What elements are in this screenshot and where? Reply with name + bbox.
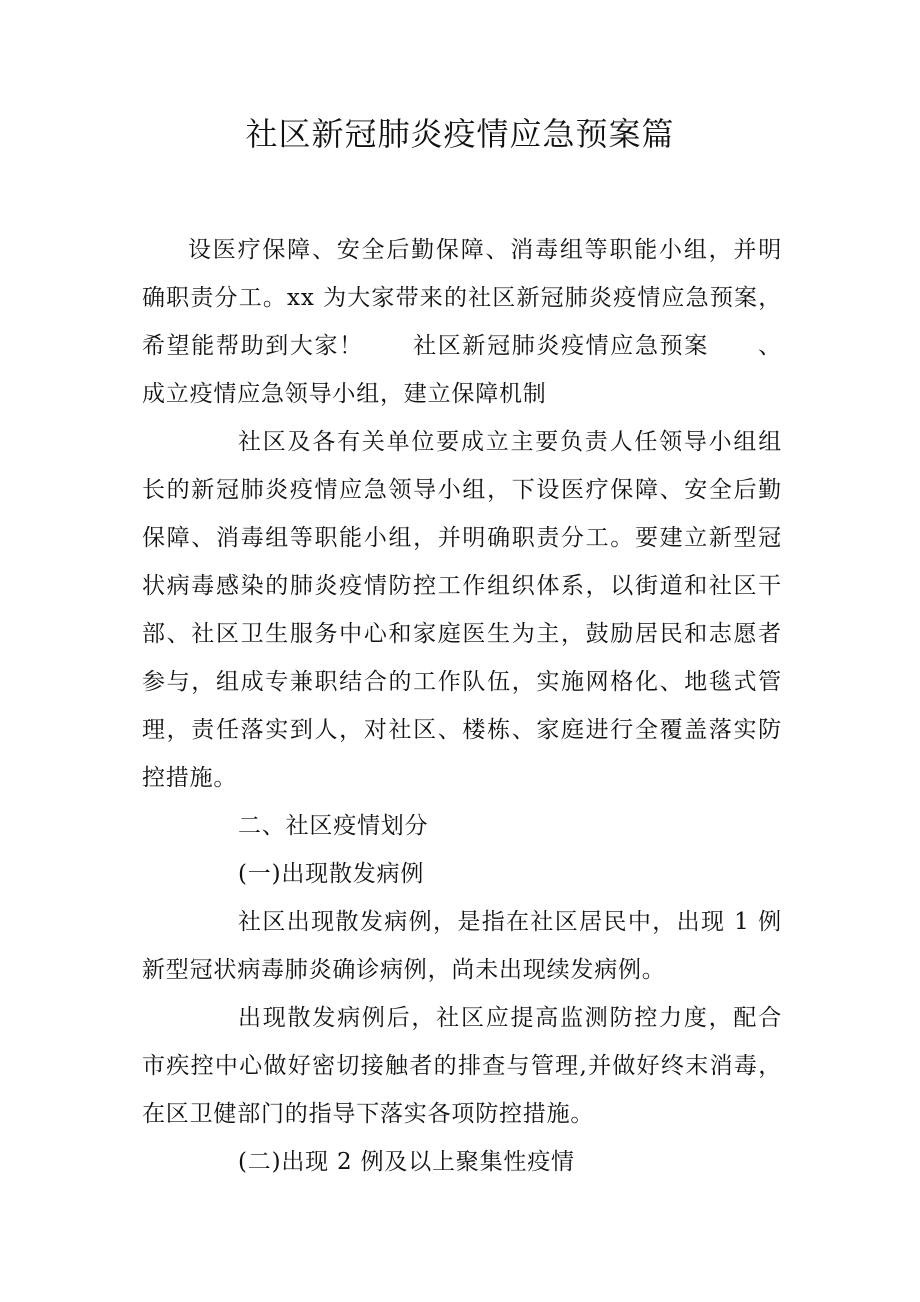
document-title: 社区新冠肺炎疫情应急预案篇 bbox=[245, 115, 675, 153]
section-heading-division: 二、社区疫情划分 bbox=[238, 813, 429, 839]
intro-paragraph: 设医疗保障、安全后勤保障、消毒组等职能小组，并明确职责分工。xx 为大家带来的社区新冠肺炎疫情应急预案，希望能帮助到大家！ 社区新冠肺炎疫情应急预案 、成立疫情应急领导小组，建立保障机制 bbox=[142, 237, 782, 407]
leadership-paragraph: 社区及各有关单位要成立主要负责人任领导小组组长的新冠肺炎疫情应急领导小组，下设医疗保障、安全后勤保障、消毒组等职能小组，并明确职责分工。要建立新型冠状病毒感染的肺炎疫情防控工作组织体系，以街道和社区干部、社区卫生服务中心和家庭医生为主，鼓励居民和志愿者参与，组成专兼职结合的工作队伍，实施网格化、地毯式管理，责任落实到人，对社区、楼栋、家庭进行全覆盖落实防控措施。 bbox=[142, 429, 782, 791]
subsection-heading-sporadic: (一)出现散发病例 bbox=[238, 861, 425, 887]
sporadic-response-paragraph: 出现散发病例后，社区应提高监测防控力度，配合市疾控中心做好密切接触者的排查与管理,并做好终末消毒，在区卫健部门的指导下落实各项防控措施。 bbox=[142, 1005, 782, 1127]
document-body bbox=[142, 226, 782, 1186]
subsection-heading-cluster: (二)出现 2 例及以上聚集性疫情 bbox=[238, 1149, 575, 1175]
sporadic-definition-paragraph: 社区出现散发病例，是指在社区居民中，出现 1 例新型冠状病毒肺炎确诊病例，尚未出现续发病例。 bbox=[142, 909, 782, 983]
